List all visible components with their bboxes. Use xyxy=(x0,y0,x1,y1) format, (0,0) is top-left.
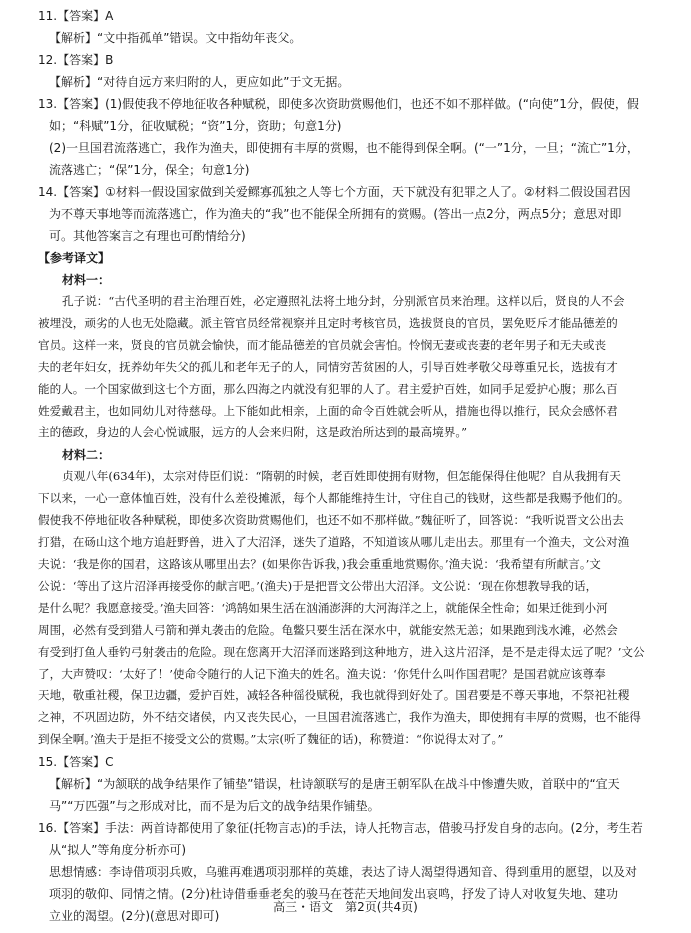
translation-line: 主的德政，身边的人会心悦诚服，远方的人会来归附，这是政治所达到的最高境界。” xyxy=(38,425,468,440)
q15-analysis-line: 马”“万匹强”与之形成对比，而不是为后文的战争结果作铺垫。 xyxy=(49,799,380,814)
translation-line: 公说：‘等出了这片沼泽再接受你的献言吧。’(渔夫)于是把晋文公带出大沼泽。文公说：‘现在你想教导我的话， xyxy=(38,578,598,593)
translation-line: 是什么呢？我愿意接受。’渔夫回答：‘鸿鹄如果生活在汹涌澎湃的大河海洋之上，就能保全性命；如果迁徙到小河 xyxy=(38,600,608,615)
material-two-title: 材料二： xyxy=(62,448,111,463)
translation-line: 了，大声赞叹：‘太好了！’使命令随行的人记下渔夫的姓名。渔夫说：‘你凭什么叫作国君呢？是国君就应该尊奉 xyxy=(38,666,606,681)
q14-line: 可。其他答案言之有理也可酌情给分) xyxy=(49,229,246,243)
translation-line: 夫的老年妇女，抚养幼年失父的孤儿和老年无子的人，同情穷苦贫困的人，引导百姓孝敬父母尊重兄长，选拔有才 xyxy=(38,359,618,374)
q16-line: 思想情感：李诗借项羽兵败，乌骓再难遇项羽那样的英雄，表达了诗人渴望得遇知音、得到重用的愿望，以及对 xyxy=(49,865,638,880)
page-footer: 高三・语文 第2页(共4页) xyxy=(273,900,418,914)
q13-line: 13.【答案】(1)假使我不停地征收各种赋税，即使多次资助赏赐他们，也还不如不那样做。(“向使”1分，假使，假 xyxy=(38,97,639,111)
q13-line: (2)一旦国君流落逃亡，我作为渔夫，即使拥有丰厚的赏赐，也不能得到保全啊。(“一”1分，一旦；“流亡”1分， xyxy=(49,141,639,155)
translation-line: 假使我不停地征收各种赋税，即使多次资助赏赐他们，也还不如不那样做。”魏征听了，回答说：“我听说晋文公出去 xyxy=(38,513,624,528)
q15-answer: 15.【答案】C xyxy=(38,755,114,770)
translation-line: 姓爱戴君主，也如同幼儿对待慈母。上下能如此相亲，上面的命令百姓就会听从，措施也得以推行，民众会感怀君 xyxy=(38,403,618,418)
q16-line: 立业的渴望。(2分)(意思对即可) xyxy=(49,909,220,924)
q11-analysis: 【解析】“文中指孤单”错误。文中指幼年丧父。 xyxy=(49,31,302,45)
translation-line: 到保全啊。’渔夫于是拒不接受文公的赏赐。”太宗(听了魏征的话)，称赞道：“你说得太对了。” xyxy=(38,732,504,747)
translation-line: 孔子说：“古代圣明的君主治理百姓，必定遵照礼法将土地分封，分别派官员来治理。这样以后，贤良的人不会 xyxy=(62,294,625,308)
translation-line: 下以来，一心一意体恤百姓，没有什么差役摊派，每个人都能维持生计，守住自己的钱财，这些都是我赐予他们的。 xyxy=(38,491,630,506)
q16-line: 16.【答案】手法：两首诗都使用了象征(托物言志)的手法，诗人托物言志，借骏马抒发自身的志向。(2分，考生若 xyxy=(38,821,643,836)
material-one-title: 材料一： xyxy=(62,273,111,287)
q15-analysis-line: 【解析】“为颔联的战争结果作了铺垫”错误，杜诗颔联写的是唐王朝军队在战斗中惨遭失败，首联中的“宜天 xyxy=(49,777,620,792)
q14-line: 14.【答案】①材料一假设国家做到关爱鳏寡孤独之人等七个方面，天下就没有犯罪之人了。②材料二假设国君因 xyxy=(38,185,631,199)
translation-heading: 【参考译文】 xyxy=(38,251,111,265)
q14-line: 为不尊天事地等而流落逃亡，作为渔夫的“我”也不能保全所拥有的赏赐。(答出一点2分，两点5分；意思对即 xyxy=(49,207,622,221)
q11-answer: 11.【答案】A xyxy=(38,9,114,23)
q16-line: 项羽的敬仰、同情之情。(2分)杜诗借垂垂老矣的骏马在苍茫天地间发出哀鸣，抒发了诗人对收复失地、建功 xyxy=(49,887,619,902)
translation-line: 打猎，在砀山这个地方追赶野兽，进入了大沼泽，迷失了道路，不知道该从哪儿走出去。那里有一个渔夫，文公对渔 xyxy=(38,535,630,550)
q16-line: 从“拟人”等角度分析亦可) xyxy=(49,843,187,858)
translation-line: 能的人。一个国家做到这七个方面，那么四海之内就没有犯罪的人了。君主爱护百姓，如同手足爱护心腹；那么百 xyxy=(38,381,618,396)
translation-line: 夫说：‘我是你的国君，这路该从哪里出去？(如果你告诉我，)我会重重地赏赐你。’渔夫说：‘我希望有所献言。’文 xyxy=(38,556,601,571)
translation-line: 之神，不巩固边防，外不结交诸侯，内又丧失民心，一旦国君流落逃亡，我作为渔夫，即使拥有丰厚的赏赐，也不能得 xyxy=(38,710,641,725)
q13-line: 如；“科赋”1分，征收赋税；“资”1分，资助；句意1分) xyxy=(49,119,342,133)
translation-line: 天地，敬重社稷，保卫边疆，爱护百姓，减轻各种徭役赋税，我也就得到好处了。国君要是不尊天事地，不祭祀社稷 xyxy=(38,688,630,703)
translation-line: 有受到打鱼人垂钓弓射袭击的危险。现在您离开大沼泽而迷路到这种地方，进入这片沼泽，是不是走得太远了呢？’文公 xyxy=(38,644,645,659)
q12-answer: 12.【答案】B xyxy=(38,53,114,67)
translation-line: 官员。这样一来，贤良的官员就会愉快，而才能品德差的官员就会害怕。怜悯无妻或丧妻的老年男子和无夫或丧 xyxy=(38,337,607,352)
translation-line: 被埋没，顽劣的人也无处隐藏。派主管官员经常视察并且定时考核官员，选拔贤良的官员，罢免贬斥才能品德差的 xyxy=(38,315,618,330)
q13-line: 流落逃亡；“保”1分，保全；句意1分) xyxy=(49,163,250,177)
translation-line: 周围，必然有受到猎人弓箭和弹丸袭击的危险。龟鳖只要生活在深水中，就能安然无恙；如果跑到浅水滩，必然会 xyxy=(38,622,618,637)
translation-line: 贞观八年(634年)，太宗对侍臣们说：“隋朝的时候，老百姓即使拥有财物，但怎能保得住他呢？自从我拥有天 xyxy=(62,469,621,484)
q12-analysis: 【解析】“对待自远方来归附的人，更应如此”于文无据。 xyxy=(49,75,350,89)
